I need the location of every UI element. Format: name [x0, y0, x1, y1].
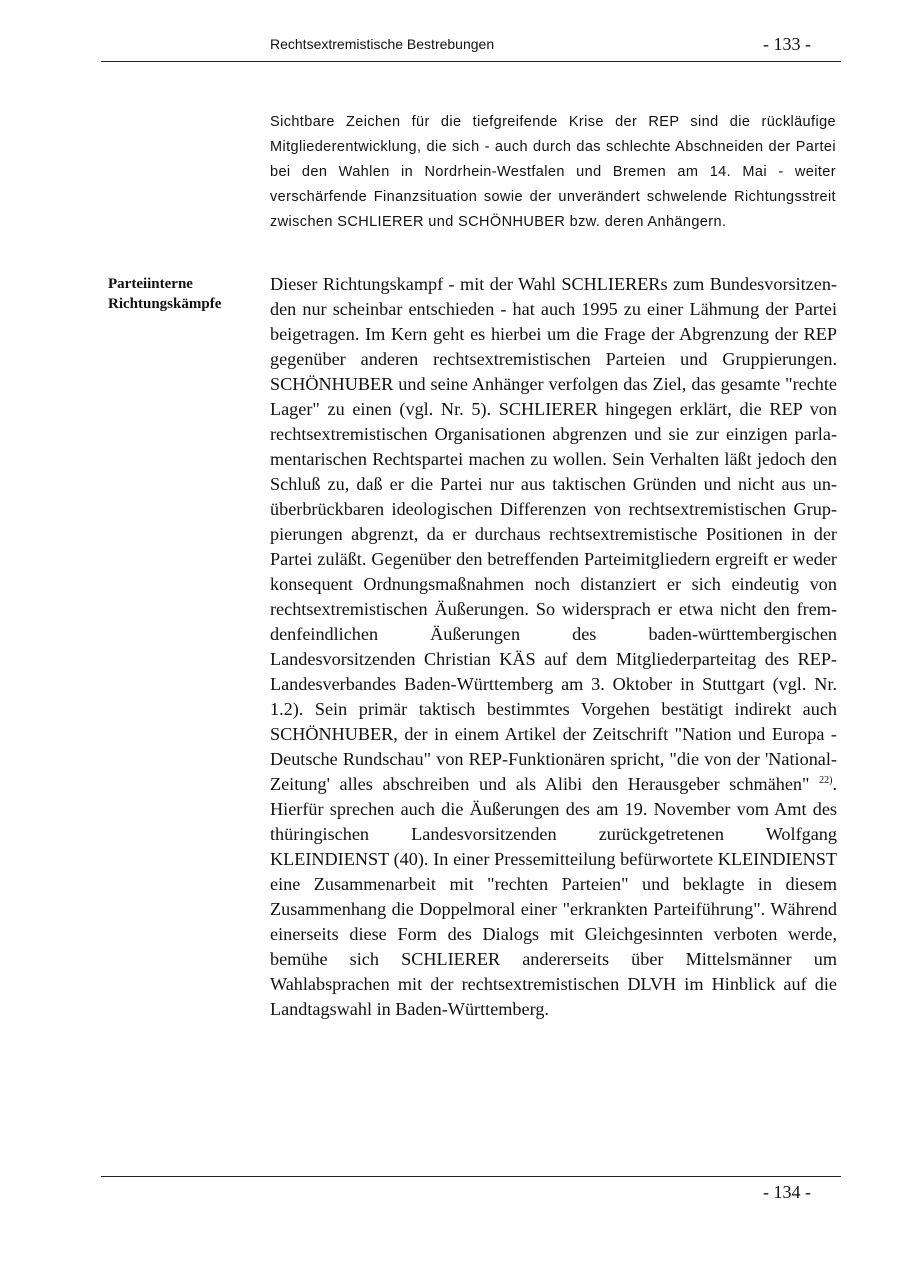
- footer-page-number: - 134 -: [763, 1182, 811, 1202]
- intro-paragraph: Sichtbare Zeichen für die tiefgreifende Krise der REP sind die rückläufige Mitgliederentwicklung, die sich - auch durch das schlechte Abschneiden der Partei bei den Wahlen in Nordrhein-Westfalen und Bremen am 14. Mai - weiter verschärfende Finanzsituation sowie der unverändert schwelende Richtungsstreit zwischen SCHLIERER und SCHÖNHUBER bzw. deren Anhängern.: [270, 114, 836, 230]
- margin-note-line-1: Parteiinterne: [108, 276, 193, 292]
- margin-note: [108, 274, 258, 314]
- main-text-part-1: Dieser Richtungskampf - mit der Wahl SCHLIERERs zum Bundesvorsitzenden nur scheinbar entschieden - hat auch 1995 zu einer Lähmung der Partei beigetragen. Im Kern geht es hierbei um die Frage der Abgrenzung der REP gegenüber anderen rechtsextremistischen Parteien und Gruppierungen. SCHÖNHUBER und seine Anhänger verfolgen das Ziel, das gesamte "rechte Lager" zu einen (vgl. Nr. 5). SCHLIERER hingegen erklärt, die REP von rechtsextremistischen Organisationen abgrenzen und sie zur einzigen parlamentarischen Rechtspartei machen zu wollen. Sein Verhalten läßt jedoch den Schluß zu, daß er die Partei nur aus taktischen Gründen und nicht aus unüberbrückbaren ideologischen Differenzen von rechtsextremistischen Gruppierungen abgrenzt, da er durchaus rechtsextremistische Positionen in der Partei zuläßt. Gegenüber den betreffenden Parteimitgliedern ergreift er weder konsequent Ordnungsmaßnahmen noch distanziert er sich eindeutig von rechtsextremistischen Äußerungen. So widersprach er etwa nicht den fremdenfeindlichen Äußerungen des baden-württembergischen Landesvorsitzenden Christian KÄS auf dem Mitgliederparteitag des REP-Landesverbandes Baden-Württemberg am 3. Oktober in Stuttgart (vgl. Nr. 1.2). Sein primär taktisch bestimmtes Vorgehen bestätigt indirekt auch SCHÖNHUBER, der in einem Artikel der Zeitschrift "Nation und Europa - Deutsche Rundschau" von REP-Funktionären spricht, "die von der 'National-Zeitung' alles abschreiben und als Alibi den Herausgeber schmähen": [270, 274, 837, 794]
- header-title: Rechtsextremistische Bestrebungen: [270, 36, 495, 52]
- main-text-part-2: . Hierfür sprechen auch die Äußerungen des am 19. November vom Amt des thüringischen Landesvorsitzenden zurückgetretenen Wolfgang KLEINDIENST (40). In einer Pressemitteilung befürwortete KLEINDIENST eine Zusammenarbeit mit "rechten Parteien" und beklagte in diesem Zusammenhang die Doppelmoral einer "erkrankten Parteiführung". Während einerseits diese Form des Dialogs mit Gleichgesinnten verboten werde, bemühe sich SCHLIERER andererseits über Mittelsmänner um Wahlabsprachen mit der rechtsextremistischen DLVH im Hinblick auf die Landtagswahl in Baden-Württemberg.: [270, 774, 837, 1019]
- margin-note-line-2: Richtungskämpfe: [108, 296, 222, 312]
- footnote-reference: 22): [819, 775, 833, 786]
- main-paragraph: [270, 272, 837, 1022]
- header-page-number: - 133 -: [763, 34, 811, 54]
- header-divider: [101, 61, 841, 62]
- footer-divider: [101, 1176, 841, 1177]
